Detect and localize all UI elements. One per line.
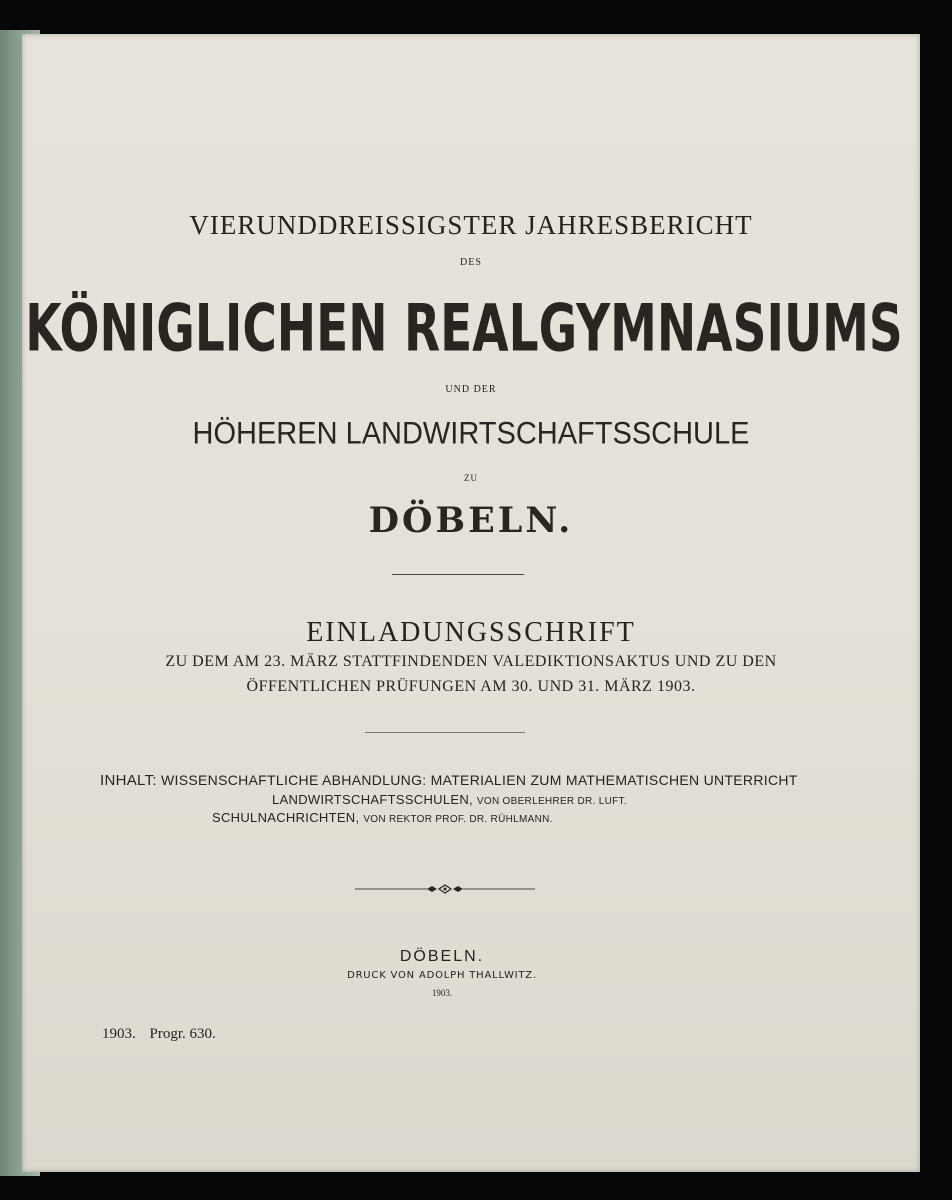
contents-item-1-author: VON OBERLEHRER DR. LUFT.: [476, 796, 627, 807]
contents-item-2-author: VON REKTOR PROF. DR. RÜHLMANN.: [363, 814, 553, 825]
connector-und-der: UND DER: [445, 384, 497, 395]
invitation-title: EINLADUNGSSCHRIFT: [306, 617, 636, 648]
footer-year: 1903.: [102, 1026, 136, 1042]
invitation-line-2: ÖFFENTLICHEN PRÜFUNGEN AM 30. UND 31. MÄRZ 1903.: [246, 678, 696, 695]
footer-progr: Progr. 630.: [149, 1026, 216, 1042]
contents-line-3: [212, 810, 553, 825]
school-name-secondary: HÖHEREN LANDWIRTSCHAFTSSCHULE: [192, 416, 750, 452]
contents-item-2: SCHULNACHRICHTEN,: [212, 810, 360, 825]
invitation-line-1: ZU DEM AM 23. MÄRZ STATTFINDENDEN VALEDIKTIONSAKTUS UND ZU DEN: [165, 653, 777, 670]
connector-des: DES: [460, 257, 482, 268]
imprint-year: 1903.: [431, 988, 453, 998]
title-page: [22, 34, 920, 1172]
contents-line-2: [272, 792, 627, 807]
contents-item-1: WISSENSCHAFTLICHE ABHANDLUNG: MATERIALIEN ZUM MATHEMATISCHEN UNTERRICHT: [161, 772, 798, 788]
city-name: DÖBELN.: [368, 500, 574, 541]
contents-item-1-continued: LANDWIRTSCHAFTSSCHULEN,: [272, 792, 473, 807]
school-name: KÖNIGLICHEN REALGYMNASIUMS: [25, 291, 903, 367]
divider-rule: [392, 574, 524, 575]
imprint-printer: DRUCK VON ADOLPH THALLWITZ.: [347, 970, 537, 981]
divider-rule: [365, 732, 525, 733]
contents-line-1: [100, 772, 798, 789]
contents-label: INHALT:: [100, 772, 157, 789]
ornament-divider-icon: [355, 882, 535, 896]
program-number: [102, 1026, 216, 1043]
report-heading: VIERUNDDREISSIGSTER JAHRESBERICHT: [189, 210, 753, 240]
connector-zu: ZU: [464, 473, 478, 483]
imprint-city: DÖBELN.: [399, 948, 485, 965]
